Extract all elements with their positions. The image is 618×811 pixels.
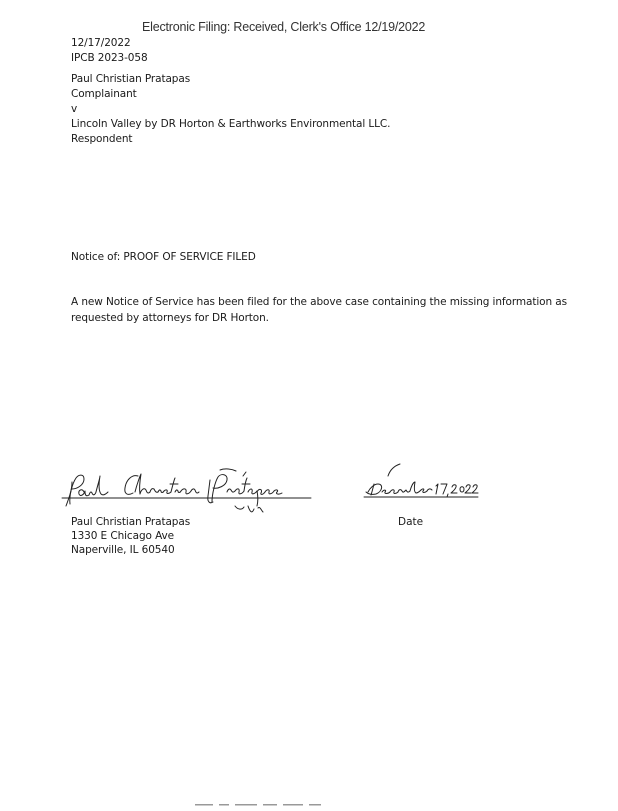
notice-body-line: requested by attorneys for DR Horton. [71,312,269,324]
footer-artifact [195,792,345,796]
case-number: IPCB 2023-058 [71,52,148,64]
complainant-name: Paul Christian Pratapas [71,73,191,85]
respondent-name: Lincoln Valley by DR Horton & Earthworks Environmental LLC. [71,118,391,130]
notice-body [71,294,567,326]
complainant-role: Complainant [71,88,137,100]
filing-stamp: Electronic Filing: Received, Clerk's Office 12/19/2022 [142,20,426,34]
respondent-role: Respondent [71,133,133,145]
versus: v [71,103,78,115]
document-date: 12/17/2022 [71,37,131,49]
signer-name: Paul Christian Pratapas [71,516,191,528]
signer-address-line-1: 1330 E Chicago Ave [71,530,175,542]
handwritten-signature [60,462,320,518]
notice-title: Notice of: PROOF OF SERVICE FILED [71,251,256,263]
handwritten-date [360,462,490,512]
signer-address-line-2: Naperville, IL 60540 [71,544,175,556]
date-label: Date [398,516,424,528]
notice-body-line: A new Notice of Service has been filed for the above case containing the missing information as [71,296,567,308]
